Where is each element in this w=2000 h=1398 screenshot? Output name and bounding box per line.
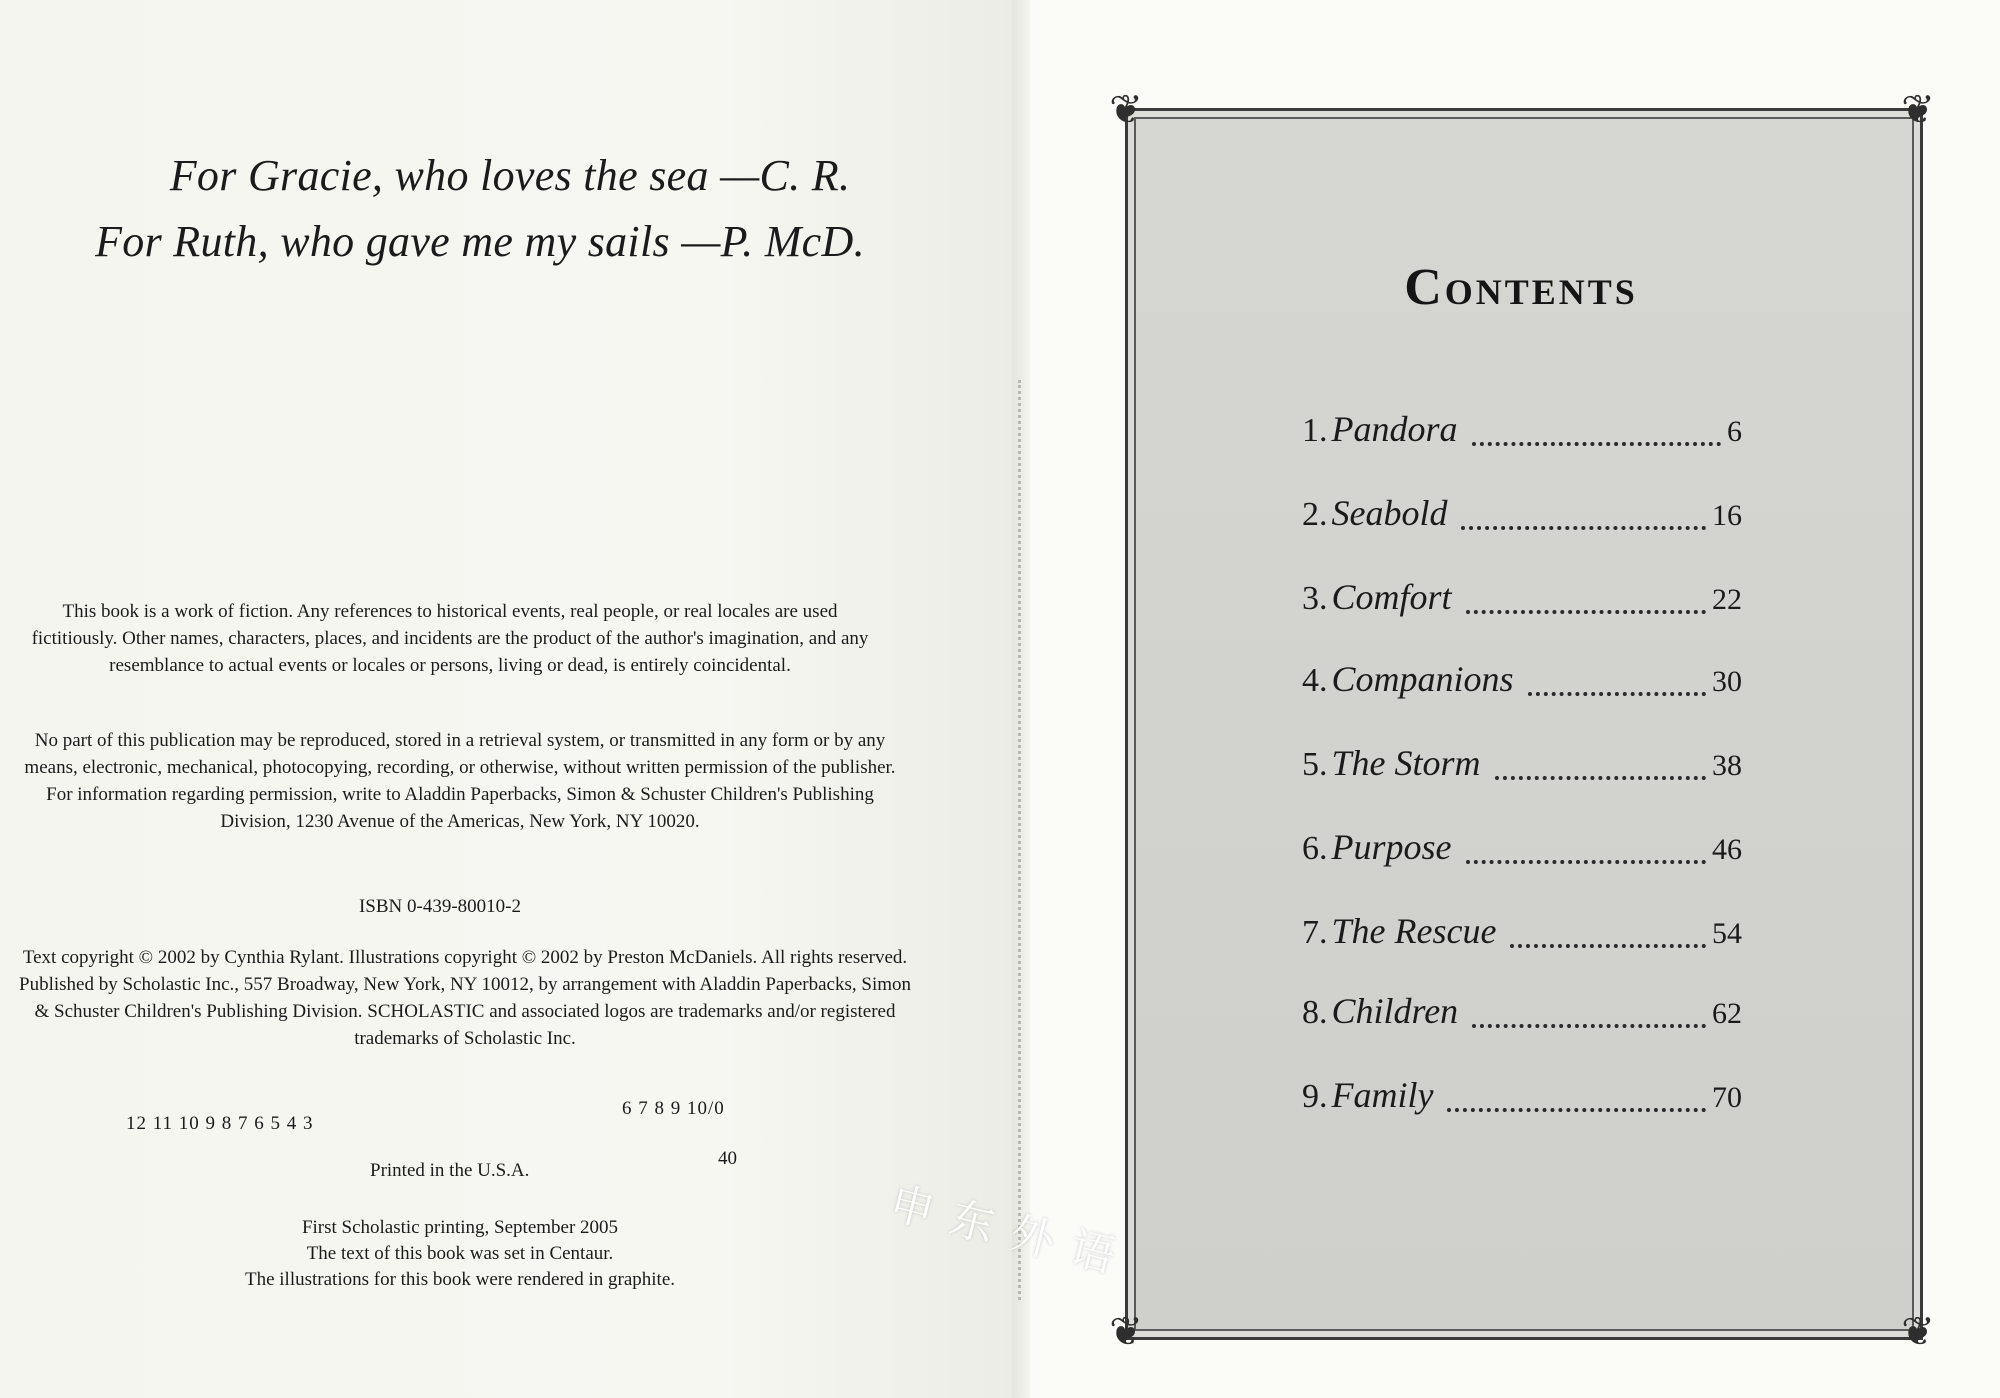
toc-entry (1302, 826, 1742, 876)
chapter-page-number: 38 (1712, 749, 1742, 782)
chapter-page-number: 54 (1712, 917, 1742, 950)
toc-entry (1302, 742, 1742, 792)
chapter-title: Family (1331, 1075, 1434, 1115)
chapter-number: 6. (1302, 830, 1328, 867)
chapter-title: Pandora (1331, 409, 1458, 449)
dedication-line: For Ruth, who gave me my sails —P. McD. (95, 217, 865, 266)
dedication-line: For Gracie, who loves the sea —C. R. (169, 151, 851, 200)
chapter-title: Purpose (1331, 827, 1452, 867)
dot-leader (1495, 776, 1706, 780)
toc-entry (1302, 1074, 1742, 1124)
chapter-page-number: 6 (1727, 415, 1742, 448)
shell-ornament-icon: ❦ (1109, 87, 1143, 132)
rights-notice: No part of this publication may be reproduced, stored in a retrieval system, or transmitted in any form or by any means, electronic, mechanical, photocopying, recording, or otherwise, without written permission of the publisher. For information regarding permission, write to Aladdin Paperbacks, Simon & Schuster Children's Publishing Division, 1230 Avenue of the Americas, New York, NY 10020. (24, 730, 896, 832)
printing-notes (180, 1215, 740, 1293)
chapter-page-number: 70 (1712, 1081, 1742, 1114)
chapter-number: 2. (1302, 496, 1328, 533)
dot-leader (1528, 692, 1706, 696)
chapter-page-number: 30 (1712, 665, 1742, 698)
toc-entry (1302, 408, 1742, 458)
copyright-notice: Text copyright © 2002 by Cynthia Rylant. Illustrations copyright © 2002 by Preston McDaniels. All rights reserved. Published by Scholastic Inc., 557 Broadway, New York, NY 10012, by arrangement with Aladdin Paperbacks, Simon & Schuster Children's Publishing Division. SCHOLASTIC and associated logos are trademarks and/or registered trademarks of Scholastic Inc. (19, 947, 911, 1049)
toc-entry (1302, 658, 1742, 708)
chapter-page-number: 62 (1712, 997, 1742, 1030)
chapter-title: The Rescue (1331, 911, 1497, 951)
contents-heading: Contents (1404, 259, 1638, 316)
chapter-number: 8. (1302, 994, 1328, 1031)
chapter-page-number: 16 (1712, 499, 1742, 532)
dot-leader (1472, 442, 1722, 446)
chapter-title: Children (1331, 991, 1459, 1031)
print-code: 40 (718, 1148, 737, 1169)
chapter-title: Seabold (1331, 493, 1448, 533)
chapter-page-number: 46 (1712, 833, 1742, 866)
dot-leader (1461, 526, 1706, 530)
toc-entry (1302, 990, 1742, 1040)
fiction-notice: This book is a work of fiction. Any references to historical events, real people, or real locales are used fictitiously. Other names, characters, places, and incidents are the product of the author's imagination, and any resemblance to actual events or locales or persons, living or dead, is entirely coincidental. (31, 601, 869, 676)
first-printing: First Scholastic printing, September 2005 (301, 1217, 619, 1238)
dot-leader (1510, 944, 1706, 948)
dot-leader (1472, 1024, 1706, 1028)
chapter-number: 7. (1302, 914, 1328, 951)
isbn: ISBN 0-439-80010-2 (358, 896, 522, 917)
dot-leader (1466, 610, 1706, 614)
shell-ornament-icon: ❦ (1901, 87, 1935, 132)
shell-ornament-icon: ❦ (1109, 1309, 1143, 1354)
toc-entry (1302, 910, 1742, 960)
typeface-note: The text of this book was set in Centaur. (306, 1243, 614, 1264)
chapter-number: 5. (1302, 746, 1328, 783)
watermark: 申东外语 (884, 1177, 1138, 1288)
chapter-number: 9. (1302, 1078, 1328, 1115)
shell-ornament-icon: ❦ (1901, 1309, 1935, 1354)
chapter-title: The Storm (1331, 743, 1481, 783)
printed-in: Printed in the U.S.A. (370, 1160, 530, 1181)
printing-numbers-right: 6 7 8 9 10/0 (622, 1098, 725, 1119)
illustration-note: The illustrations for this book were rendered in graphite. (244, 1269, 675, 1290)
chapter-title: Comfort (1331, 577, 1452, 617)
dot-leader (1447, 1108, 1706, 1112)
chapter-number: 3. (1302, 580, 1328, 617)
chapter-number: 1. (1302, 412, 1328, 449)
printing-numbers-left: 12 11 10 9 8 7 6 5 4 3 (126, 1113, 314, 1134)
chapter-number: 4. (1302, 662, 1328, 699)
dot-leader (1466, 860, 1707, 864)
toc-entry (1302, 576, 1742, 626)
binding-perforation (1018, 380, 1021, 1300)
chapter-title: Companions (1331, 659, 1514, 699)
chapter-page-number: 22 (1712, 583, 1742, 616)
toc-entry (1302, 492, 1742, 542)
